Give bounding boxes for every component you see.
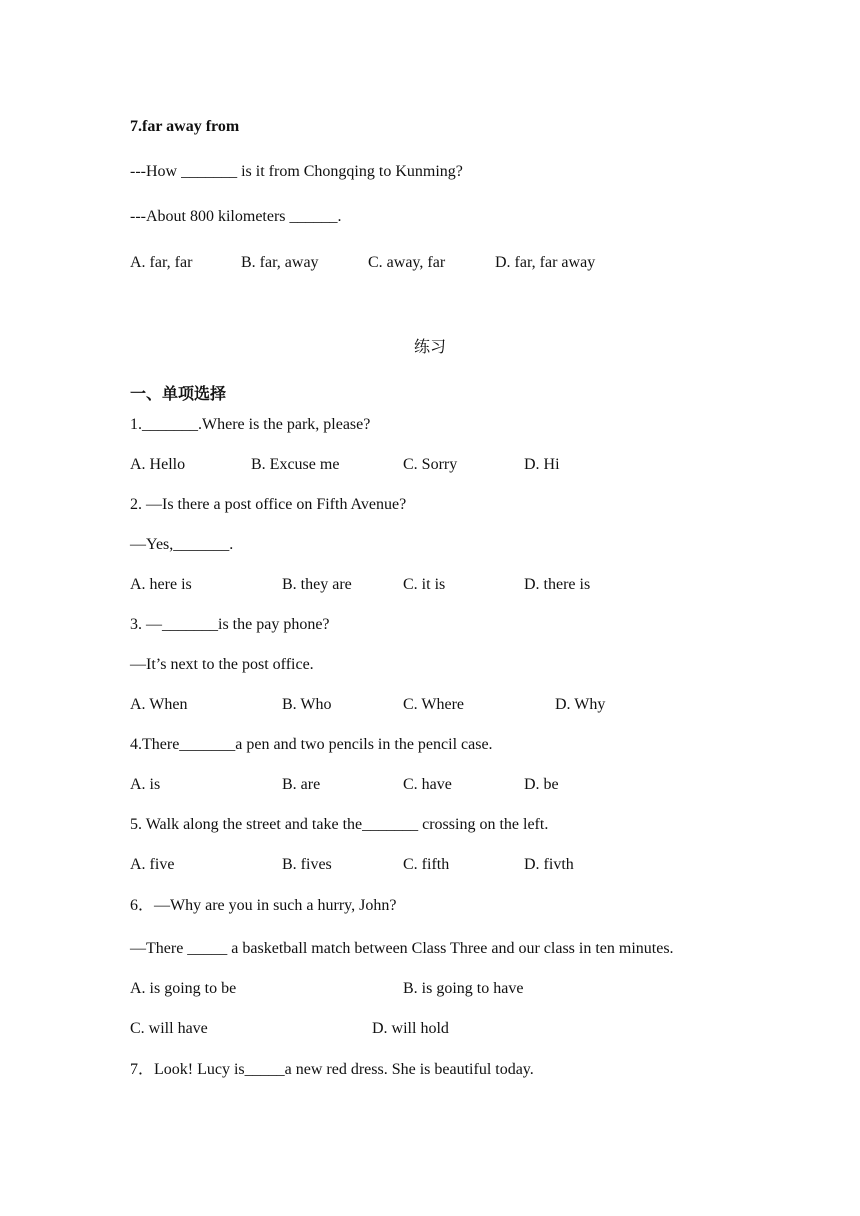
question-2-option-b: B. they are xyxy=(282,576,352,593)
question-2-answer-line: —Yes,_______. xyxy=(130,536,234,553)
question-1-option-a: A. Hello xyxy=(130,456,186,473)
question-4-option-c: C. have xyxy=(403,776,452,793)
question-5-option-b: B. fives xyxy=(282,856,332,873)
example-question-line-1: ---How _______ is it from Chongqing to Kunming? xyxy=(130,163,463,180)
question-6-stem: 6．—Why are you in such a hurry, John? xyxy=(130,897,397,914)
question-3-answer-line: —It’s next to the post office. xyxy=(130,656,314,673)
section-heading: 一、单项选择 xyxy=(130,384,227,403)
question-3-option-b: B. Who xyxy=(282,696,332,713)
question-1-option-d: D. Hi xyxy=(524,456,560,473)
question-1-stem: 1._______.Where is the park, please? xyxy=(130,416,371,433)
question-5-option-c: C. fifth xyxy=(403,856,450,873)
question-4-option-d: D. be xyxy=(524,776,559,793)
question-6-answer-line: —There _____ a basketball match between Class Three and our class in ten minutes. xyxy=(130,940,674,957)
example-option-b: B. far, away xyxy=(241,254,319,271)
question-2-option-a: A. here is xyxy=(130,576,192,593)
question-1-option-b: B. Excuse me xyxy=(251,456,340,473)
example-option-d: D. far, far away xyxy=(495,254,596,271)
question-4-stem: 4.There_______a pen and two pencils in the pencil case. xyxy=(130,736,493,753)
example-option-a: A. far, far xyxy=(130,254,193,271)
example-title: 7.far away from xyxy=(130,118,240,135)
question-3-option-d: D. Why xyxy=(555,696,606,713)
question-2-option-c: C. it is xyxy=(403,576,446,593)
question-3-stem: 3. —_______is the pay phone? xyxy=(130,616,330,633)
question-5-option-d: D. fivth xyxy=(524,856,574,873)
example-option-c: C. away, far xyxy=(368,254,446,271)
question-2-stem: 2. —Is there a post office on Fifth Avenue? xyxy=(130,496,407,513)
question-6-option-c: C. will have xyxy=(130,1020,208,1037)
question-6-option-d: D. will hold xyxy=(372,1020,449,1037)
question-6-option-b: B. is going to have xyxy=(403,980,524,997)
question-7-stem: 7．Look! Lucy is_____a new red dress. She is beautiful today. xyxy=(130,1061,534,1078)
question-5-stem: 5. Walk along the street and take the_______ crossing on the left. xyxy=(130,816,549,833)
question-4-option-a: A. is xyxy=(130,776,161,793)
question-3-option-a: A. When xyxy=(130,696,188,713)
question-5-option-a: A. five xyxy=(130,856,175,873)
question-2-option-d: D. there is xyxy=(524,576,591,593)
question-6-option-a: A. is going to be xyxy=(130,980,237,997)
question-3-option-c: C. Where xyxy=(403,696,465,713)
question-4-option-b: B. are xyxy=(282,776,321,793)
example-question-line-2: ---About 800 kilometers ______. xyxy=(130,208,342,225)
practice-title: 练习 xyxy=(413,337,446,356)
question-1-option-c: C. Sorry xyxy=(403,456,458,473)
